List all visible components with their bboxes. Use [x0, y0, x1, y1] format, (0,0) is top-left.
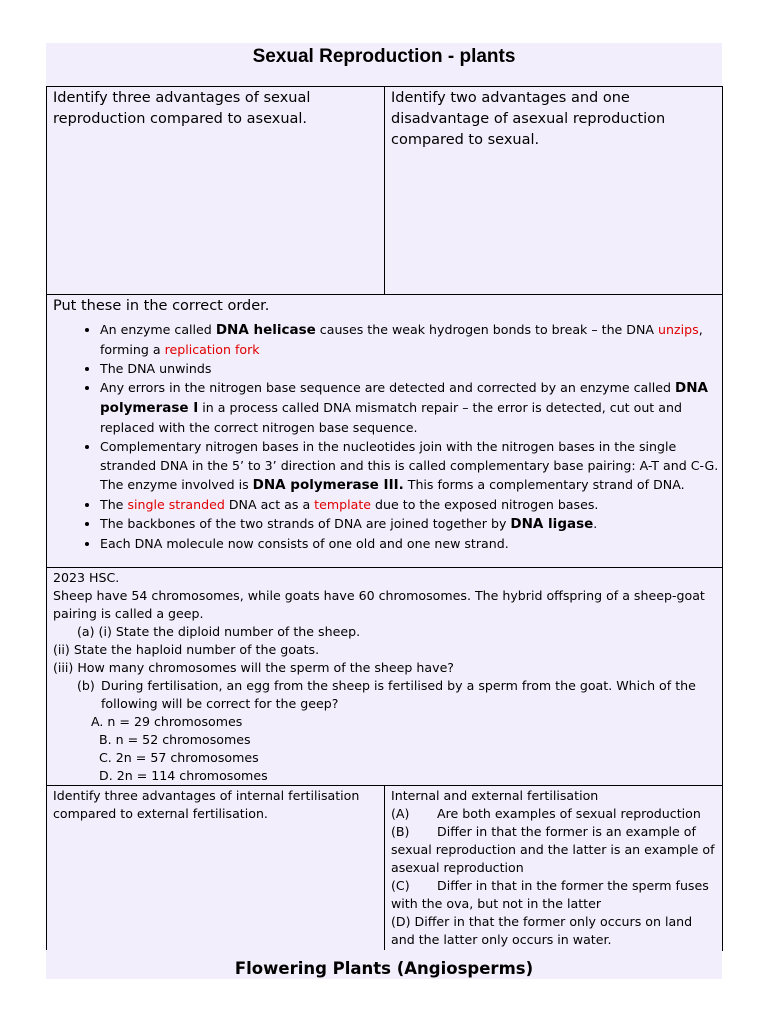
page-title: Sexual Reproduction - plants	[46, 43, 722, 86]
question-text: Identify three advantages of sexual reproduction compared to asexual.	[53, 90, 311, 127]
question-fertilisation-mcq[interactable]	[385, 786, 723, 951]
question-intro: Sheep have 54 chromosomes, while goats have 60 chromosomes. The hybrid offspring of a sheep-goat pairing is called a geep.	[53, 588, 705, 621]
list-item: • The backbones of the two strands of DNA are joined together by DNA ligase.	[100, 514, 722, 534]
mcq-option-a: (A) Are both examples of sexual reproduction	[391, 806, 701, 821]
question-a-iii: (iii) How many chromosomes will the sperm of the sheep have?	[53, 660, 454, 675]
option-c: C. 2n = 57 chromosomes	[99, 750, 259, 765]
option-b: B. n = 52 chromosomes	[99, 732, 251, 747]
exam-year: 2023 HSC.	[53, 570, 120, 585]
question-a-ii: (ii) State the haploid number of the goats.	[53, 642, 320, 657]
question-asexual-advantages[interactable]	[385, 87, 723, 295]
list-item: • The DNA unwinds	[100, 359, 722, 378]
list-item: • Complementary nitrogen bases in the nucleotides join with the nitrogen bases in the single stranded DNA in the 5’ to 3’ direction and this is called complementary base pairing: A-T and C-G. The enzyme involved is DNA polymerase III. This forms a complementary strand of DNA.	[100, 437, 722, 495]
option-a: A. n = 29 chromosomes	[91, 714, 243, 729]
mcq-option-d: (D) Differ in that the former only occurs on land and the latter only occurs in water.	[391, 914, 693, 947]
dna-order-task[interactable]	[47, 295, 723, 568]
worksheet-table	[46, 86, 723, 951]
question-b: (b) During fertilisation, an egg from the sheep is fertilised by a sperm from the goat. Which of the following will be correct for the geep?	[77, 678, 696, 711]
list-item: • The single stranded DNA act as a template due to the exposed nitrogen bases.	[100, 495, 722, 514]
question-sexual-advantages[interactable]	[47, 87, 385, 295]
question-text: Identify two advantages and one disadvantage of asexual reproduction compared to sexual.	[391, 90, 666, 148]
mcq-option-c: (C) Differ in that in the former the sperm fuses with the ova, but not in the latter	[391, 878, 709, 911]
list-item: • Any errors in the nitrogen base sequence are detected and corrected by an enzyme called DNA polymerase I in a process called DNA mismatch repair – the error is detected, cut out and replaced with the correct nitrogen base sequence.	[100, 378, 722, 437]
question-a-i: (a) (i) State the diploid number of the sheep.	[77, 624, 361, 639]
task-heading: Put these in the correct order.	[53, 298, 270, 314]
option-d: D. 2n = 114 chromosomes	[99, 768, 268, 783]
hsc-question[interactable]	[47, 568, 723, 786]
list-item: • An enzyme called DNA helicase causes the weak hydrogen bonds to break – the DNA unzips, forming a replication fork	[100, 320, 722, 359]
step-list	[47, 320, 722, 553]
mcq-stem: Internal and external fertilisation	[391, 788, 599, 803]
mcq-option-b: (B) Differ in that the former is an example of sexual reproduction and the latter is an example of asexual reproduction	[391, 824, 715, 875]
question-text: Identify three advantages of internal fertilisation compared to external fertilisation.	[53, 788, 360, 821]
list-item: • Each DNA molecule now consists of one old and one new strand.	[100, 534, 722, 553]
question-internal-fertilisation[interactable]	[47, 786, 385, 951]
section-title: Flowering Plants (Angiosperms)	[46, 950, 722, 979]
